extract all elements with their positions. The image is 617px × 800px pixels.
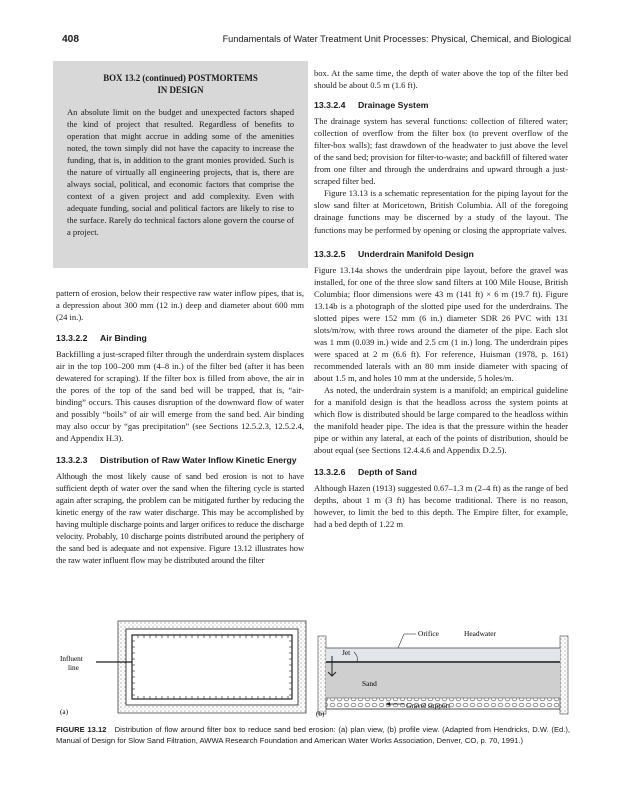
sand-label: Sand (362, 679, 377, 688)
section-number: 13.3.2.3 (56, 454, 88, 465)
running-header (62, 34, 571, 48)
section-number: 13.3.2.5 (314, 248, 346, 259)
running-title: Fundamentals of Water Treatment Unit Processes: Physical, Chemical, and Biological (222, 34, 571, 44)
section-heading (56, 332, 304, 344)
caption-text: Distribution of flow around filter box to reduce sand bed erosion: (a) plan view, (b) profile view. (Adapted from Hendricks, D.W. (Ed.), Manual of Design for Slow Sand Filtration, AWWA Research Foundation and American Water Works Association, Denver, CO, p. 70, 1991.) (56, 725, 570, 745)
box-title-line2: IN DESIGN (157, 85, 204, 95)
paragraph: Backfilling a just-scraped filter through the underdrain system displaces air in the top 100–200 mm (4–8 in.) of the filter bed (after it has been dewatered for scraping). If the filter box is filled from above, the air in the pores of the top of the sand bed will be trapped, that is, “air-binding” occurs. This causes disruption of the downward flow of water and possibly “boils” of air will emerge from the sand bed. Air binding may also occur by “gas precipitation” (see Sections 12.5.2.3, 12.5.2.4, and Appendix H.3). (56, 349, 304, 444)
influent-line-label: line (68, 664, 79, 672)
paragraph: The drainage system has several functions: collection of filtered water; collection of overflow from the filter box (to prevent overflow of the filter-box walls); fast drawdown of the headwater to just above the level of the sand bed; provision for filter-to-waste; and backfill of filtered water from one filter and through the underdrains and upward through a just-scraped filter bed. (314, 116, 568, 187)
paragraph: Although the most likely cause of sand bed erosion is not to have sufficient depth of water over the sand when the filtering cycle is started again after scraping, the problem can be mitigated further by reducing the kinetic energy of the raw water discharge. This may be accomplished by having multiple discharge points and larger orifices to reduce the discharge velocity. Probably, 10 discharge points distributed around the periphery of the sand bed is adequate and not expensive. Figure 13.12 illustrates how the raw water influent flow may be distributed around the filter (56, 470, 304, 565)
jet-label: Jet (342, 648, 351, 657)
influent-label: Influent (60, 655, 83, 663)
section-heading (314, 248, 568, 260)
gravel-label: Gravel support (406, 701, 451, 710)
orifice-label: Orifice (418, 629, 439, 638)
box-body: An absolute limit on the budget and unexpected factors shaped the kind of project that resulted. Regardless of benefits to operation that might accrue in adding some of the amenities noted, the town simply did not have the capacity to increase the funding, that is, in addition to the grant monies provided. Such is the nature of virtually all engineering projects, that is, there are always social, political, and economic factors that comprise the context of a given project and add complexity. Even with adequate funding, social and political factors are likely to rise to the surface. Rarely do technical factors alone govern the course of a project. (67, 107, 294, 238)
section-title: Drainage System (358, 100, 429, 111)
paragraph: Although Hazen (1913) suggested 0.67–1.3 m (2–4 ft) as the range of bed depths, about 1 m (3 ft) has become traditional. There is no reason, however, to limit the bed to this depth. The Empire filter, for example, had a bed depth of 1.22 m (314, 483, 568, 530)
paragraph: pattern of erosion, below their respective raw water inflow pipes, that is, a depression about 300 mm (12 in.) deep and diameter about 600 mm (24 in.). (56, 288, 304, 323)
left-column (56, 287, 304, 566)
sand-bed-plan (126, 629, 298, 705)
right-column (314, 67, 568, 531)
caption-label: FIGURE 13.12 (56, 725, 107, 734)
headwater (326, 648, 560, 662)
section-number: 13.3.2.4 (314, 100, 346, 111)
plan-view (60, 621, 306, 716)
page-number: 408 (62, 34, 79, 45)
sidebar-box (53, 61, 308, 268)
figure-13-12 (56, 618, 572, 718)
right-wall (560, 636, 568, 714)
section-heading (314, 99, 568, 111)
box-title-line1: BOX 13.2 (continued) POSTMORTEMS (103, 73, 258, 83)
section-heading (56, 454, 304, 466)
section-title: Distribution of Raw Water Inflow Kinetic Energy (100, 454, 297, 465)
box-title (71, 72, 290, 96)
left-wall (318, 636, 326, 714)
paragraph: box. At the same time, the depth of water above the top of the filter bed should be about 0.5 m (1.6 ft). (314, 68, 568, 91)
section-title: Depth of Sand (358, 467, 417, 478)
section-number: 13.3.2.6 (314, 467, 346, 478)
figure-caption (56, 725, 570, 747)
paragraph: Figure 13.13 is a schematic representation for the piping layout for the slow sand filter at Moricetown, British Columbia. All of the foregoing drainage functions may be discerned by a study of the layout. The functions may be performed by opening or closing the appropriate valves. (314, 188, 568, 235)
section-title: Air Binding (100, 333, 147, 344)
section-number: 13.3.2.2 (56, 333, 88, 344)
paragraph: Figure 13.14a shows the underdrain pipe layout, before the gravel was installed, for one of the three slow sand filters at 100 Mile House, British Columbia; floor dimensions were 43 m (141 ft) × 6 m (19.7 ft). Figure 13.14b is a photograph of the slotted pipe used for the underdrains. The slotted pipes were 152 mm (6 in.) diameter SDR 26 PVC with 131 slots/m/row, with three rows around the diameter of the pipe. Each slot was 1 mm (0.039 in.) wide and 2.5 cm (1 in.) long. The underdrain pipes were spaced at 2 m (6.6 ft). For reference, Huisman (1978, p. 161) recommended laterals with an 80 mm inside diameter with spacing of about 1.5 m, and holes 10 mm at the underside, 5 holes/m. (314, 264, 568, 383)
section-heading (314, 466, 568, 478)
paragraph: As noted, the underdrain system is a manifold; an empirical guideline for a manifold design is that the headloss across the system points at which flow is distributed should be large compared to the headloss within the manifold header pipe. The idea is that the pressure within the header pipe or within any lateral, at each of the points of distribution, should be about equal (see Sections 12.4.4.6 and Appendix D.2.5). (314, 385, 568, 456)
section-title: Underdrain Manifold Design (358, 248, 474, 259)
profile-view (316, 629, 568, 718)
panel-b-label: (b) (316, 710, 325, 718)
panel-a-label: (a) (60, 708, 68, 716)
headwater-label: Headwater (464, 629, 497, 638)
